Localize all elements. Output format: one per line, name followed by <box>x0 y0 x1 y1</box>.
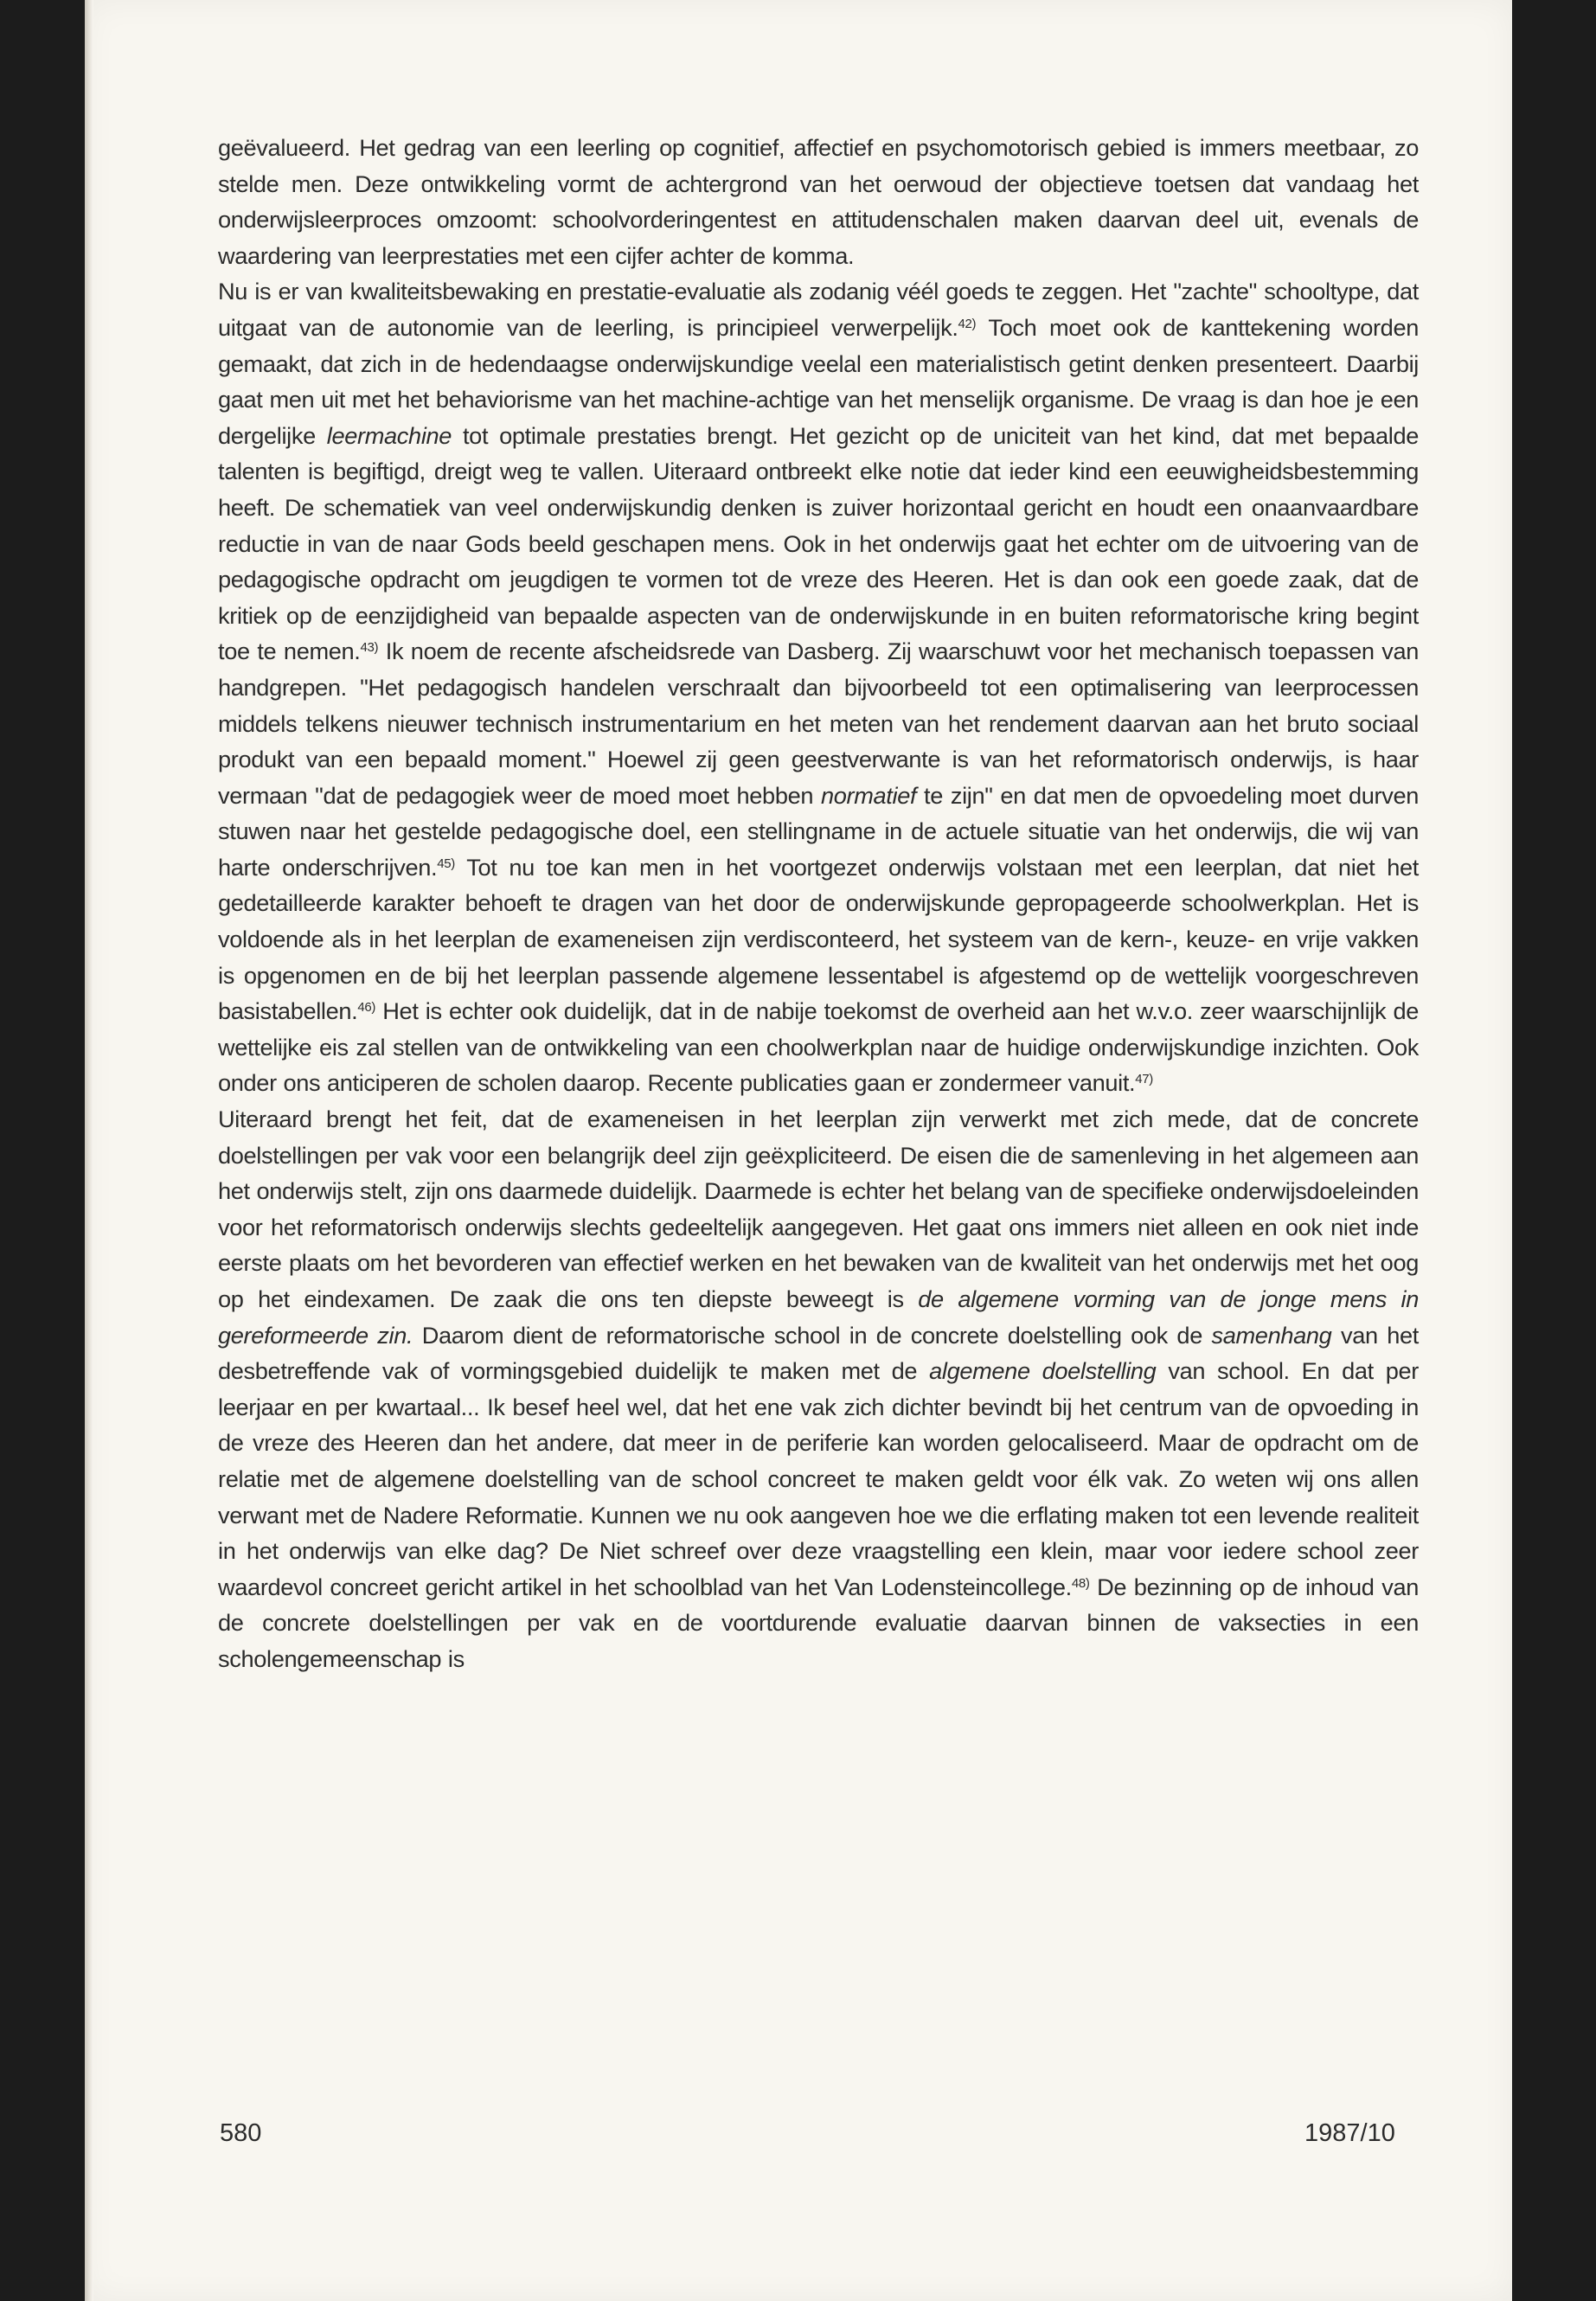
text-segment: Het is echter ook duidelijk, dat in de nabije toekomst de overheid aan het w.v.o. zeer waarschijnlijk de wettelijke eis zal stellen van de ontwikkeling van een choolwerkplan naar de huidige onderwijskundige inzichten. Ook onder ons anticiperen de scholen daarop. Recente publicaties gaan er zondermeer vanuit. <box>218 997 1419 1097</box>
text-segment: te zijn" en dat men de opvoedeling moet durven stuwen naar het gestelde pedagogische doel, een stellingname in de actuele situatie van het onderwijs, die wij van harte onderschrijven. <box>218 781 1419 881</box>
footnote-ref: 47) <box>1135 1072 1153 1087</box>
footnote-ref: 48) <box>1071 1575 1090 1591</box>
emphasis: de algemene vorming van de jonge mens in gereformeerde zin. <box>218 1285 1419 1349</box>
body-text <box>218 130 1419 1677</box>
text-segment: Ik noem de recente afscheidsrede van Dasberg. Zij waarschuwt voor het mechanisch toepassen van handgrepen. "Het pedagogisch handelen verschraalt dan bijvoorbeeld tot een optimalisering van leerprocessen middels telkens nieuwer technisch instrumentarium en het meten van het rendement daarvan aan het bruto sociaal produkt van een bepaald moment." Hoewel zij geen geestverwante is van het reformatorisch onderwijs, is haar vermaan "dat de pedagogiek weer de moed moet hebben <box>218 638 1419 809</box>
text-segment: De bezinning op de inhoud van de concrete doelstellingen per vak en de voortdurende evaluatie daarvan binnen de vaksecties in een scholengemeenschap is <box>218 1573 1420 1672</box>
footnote-ref: 46) <box>357 1000 375 1016</box>
text-segment: van het desbetreffende vak of vormingsgebied duidelijk te maken met de <box>218 1321 1420 1385</box>
text-segment: tot optimale prestaties brengt. Het gezicht op de uniciteit van het kind, dat met bepaalde talenten is begiftigd, dreigt weg te vallen. Uiteraard ontbreekt elke notie dat ieder kind een eeuwigheidsbestemming heeft. De schematiek van veel onderwijskundig denken is zuiver horizontaal gericht en houdt een onaanvaardbare reductie in van de naar Gods beeld geschapen mens. Ook in het onderwijs gaat het echter om de uitvoering van de pedagogische opdracht om jeugdigen te vormen tot de vreze des Heeren. Het is dan ook een goede zaak, dat de kritiek op de eenzijdigheid van bepaalde aspecten van de onderwijskunde in en buiten reformatorische kring begint toe te nemen. <box>218 421 1419 665</box>
text-segment: Nu is er van kwaliteitsbewaking en prestatie-evaluatie als zodanig véél goeds te zeggen. Het "zachte" schooltype, dat uitgaat van de autonomie van de leerling, is principieel verwerpelijk. <box>218 278 1419 341</box>
footnote-ref: 43) <box>360 640 379 656</box>
page-edge-shadow <box>85 0 93 2301</box>
emphasis: leermachine <box>326 421 452 449</box>
emphasis: normatief <box>820 781 917 809</box>
text-segment: Toch moet ook de kanttekening worden gemaakt, dat zich in de hedendaagse onderwijskundige veelal een materialistisch getint denken presenteert. Daarbij gaat men uit met het behaviorisme van het machine-achtige van het menselijk organisme. De vraag is dan hoe je een dergelijke <box>218 313 1419 449</box>
text-segment: van school. En dat per leerjaar en per kwartaal... Ik besef heel wel, dat het ene vak zich dichter bevindt bij het centrum van de opvoeding in de vreze des Heeren dan het andere, dat meer in de periferie kan worden gelocaliseerd. Maar de opdracht om de relatie met de algemene doelstelling van de school concreet te maken geldt voor élk vak. Zo weten wij ons allen verwant met de Nadere Reformatie. Kunnen we nu ook aangeven hoe we die erflating maken tot een levende realiteit in het onderwijs van elke dag? De Niet schreef over deze vraagstelling een klein, maar voor iedere school zeer waardevol concreet gericht artikel in het schoolblad van het Van Lodensteincollege. <box>218 1357 1419 1600</box>
issue-label: 1987/10 <box>1304 2119 1395 2147</box>
text-segment: Uiteraard brengt het feit, dat de exameneisen in het leerplan zijn verwerkt met zich mede, dat de concrete doelstellingen per vak voor een belangrijk deel zijn geëxpliciteerd. De eisen die de samenleving in het algemeen aan het onderwijs stelt, zijn ons daarmede duidelijk. Daarmede is echter het belang van de specifieke onderwijsdoeleinden voor het reformatorisch onderwijs slechts gedeeltelijk aangegeven. Het gaat ons immers niet alleen en ook niet inde eerste plaats om het bevorderen van effectief werken en het bewaken van de kwaliteit van het onderwijs met het oog op het eindexamen. De zaak die ons ten diepste beweegt is <box>218 1106 1419 1312</box>
footnote-ref: 45) <box>437 856 455 871</box>
text-segment: Tot nu toe kan men in het voortgezet onderwijs volstaan met een leerplan, dat niet het gedetailleerde karakter behoeft te dragen van het door de onderwijskunde gepropageerde schoolwerkplan. Het is voldoende als in het leerplan de exameneisen zijn verdisconteerd, het systeem van de kern-, keuze- en vrije vakken is opgenomen en de bij het leerplan passende algemene lessentabel is afgestemd op de wettelijk voorgeschreven basistabellen. <box>218 853 1419 1025</box>
footnote-ref: 42) <box>958 316 977 331</box>
paragraph <box>218 130 1419 273</box>
emphasis: samenhang <box>1211 1321 1332 1349</box>
paragraph <box>218 1101 1419 1677</box>
emphasis: algemene doelstelling <box>929 1357 1157 1385</box>
paragraph <box>218 273 1419 1101</box>
page-number: 580 <box>220 2119 262 2147</box>
text-segment: Daarom dient de reformatorische school in de concrete doelstelling ook de <box>413 1321 1212 1349</box>
text-segment: geëvalueerd. Het gedrag van een leerling op cognitief, affectief en psychomotorisch gebied is immers meetbaar, zo stelde men. Deze ontwikkeling vormt de achtergrond van het oerwoud der objectieve toetsen dat vandaag het onderwijsleerproces omzoomt: schoolvorderingentest en attitudenschalen maken daarvan deel uit, evenals de waardering van leerprestaties met een cijfer achter de komma. <box>218 134 1419 269</box>
